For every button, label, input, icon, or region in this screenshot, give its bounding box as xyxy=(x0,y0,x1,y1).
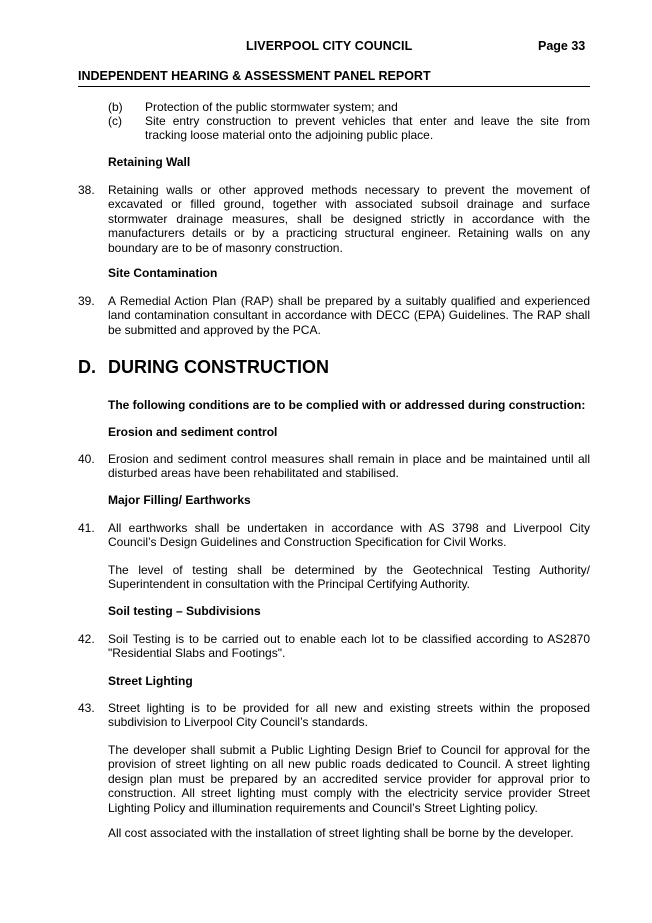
header-report-title: INDEPENDENT HEARING & ASSESSMENT PANEL REPORT xyxy=(78,69,431,83)
header-divider xyxy=(78,86,590,87)
list-text-b: Protection of the public stormwater system; and xyxy=(145,100,398,114)
condition-text-43: Street lighting is to be provided for all new and existing streets within the proposed subdivision to Liverpool City Council’s standards. xyxy=(108,701,590,730)
section-heading xyxy=(78,357,329,378)
condition-text-38: Retaining walls or other approved methods necessary to prevent the movement of excavated or filled ground, together with associated subsoil drainage and surface stormwater drainage measures, shall be designed strictly in accordance with the manufacturers details or by a practicing structural engineer. Retaining walls on any boundary are to be of masonry construction. xyxy=(108,183,590,255)
condition-text-43-second: The developer shall submit a Public Lighting Design Brief to Council for approval for the provision of street lighting on all new public roads dedicated to Council. A street lighting design plan must be prepared by an accredited service provider for approval prior to construction. All street lighting must comply with the electricity service provider Street Lighting Policy and illumination requirements and Council’s Street Lighting policy. xyxy=(108,743,590,815)
header-page-number: Page 33 xyxy=(538,39,586,53)
condition-number-42: 42. xyxy=(78,632,95,646)
list-label-c: (c) xyxy=(108,114,122,128)
condition-text-41-second: The level of testing shall be determined by the Geotechnical Testing Authority/ Superintendent in consultation with the Principal Certifying Authority. xyxy=(108,563,590,592)
subheading-erosion: Erosion and sediment control xyxy=(108,425,278,439)
condition-number-40: 40. xyxy=(78,452,95,466)
subheading-retaining-wall: Retaining Wall xyxy=(108,155,191,169)
condition-text-40: Erosion and sediment control measures shall remain in place and be maintained until all disturbed areas have been rehabilitated and stabilised. xyxy=(108,452,590,481)
section-title: DURING CONSTRUCTION xyxy=(108,357,329,377)
condition-text-43-third: All cost associated with the installation of street lighting shall be borne by the developer. xyxy=(108,826,574,840)
subheading-filling: Major Filling/ Earthworks xyxy=(108,493,251,507)
header-council-name: LIVERPOOL CITY COUNCIL xyxy=(246,39,413,53)
condition-text-39: A Remedial Action Plan (RAP) shall be prepared by a suitably qualified and experienced land contamination consultant in accordance with DECC (EPA) Guidelines. The RAP shall be submitted and approved by the PCA. xyxy=(108,294,590,337)
condition-number-41: 41. xyxy=(78,521,95,535)
list-label-b: (b) xyxy=(108,100,123,114)
condition-number-43: 43. xyxy=(78,701,95,715)
subheading-soil-testing: Soil testing – Subdivisions xyxy=(108,604,261,618)
condition-number-38: 38. xyxy=(78,183,95,197)
subheading-site-contamination: Site Contamination xyxy=(108,266,218,280)
subheading-street-lighting: Street Lighting xyxy=(108,674,193,688)
list-text-c: Site entry construction to prevent vehicles that enter and leave the site from tracking loose material onto the adjoining public place. xyxy=(145,114,590,143)
section-intro: The following conditions are to be complied with or addressed during construction: xyxy=(108,398,586,412)
condition-text-42: Soil Testing is to be carried out to enable each lot to be classified according to AS2870 "Residential Slabs and Footings". xyxy=(108,632,590,661)
condition-number-39: 39. xyxy=(78,294,95,308)
section-letter: D. xyxy=(78,357,96,377)
condition-text-41: All earthworks shall be undertaken in accordance with AS 3798 and Liverpool City Council’s Design Guidelines and Construction Specification for Civil Works. xyxy=(108,521,590,550)
